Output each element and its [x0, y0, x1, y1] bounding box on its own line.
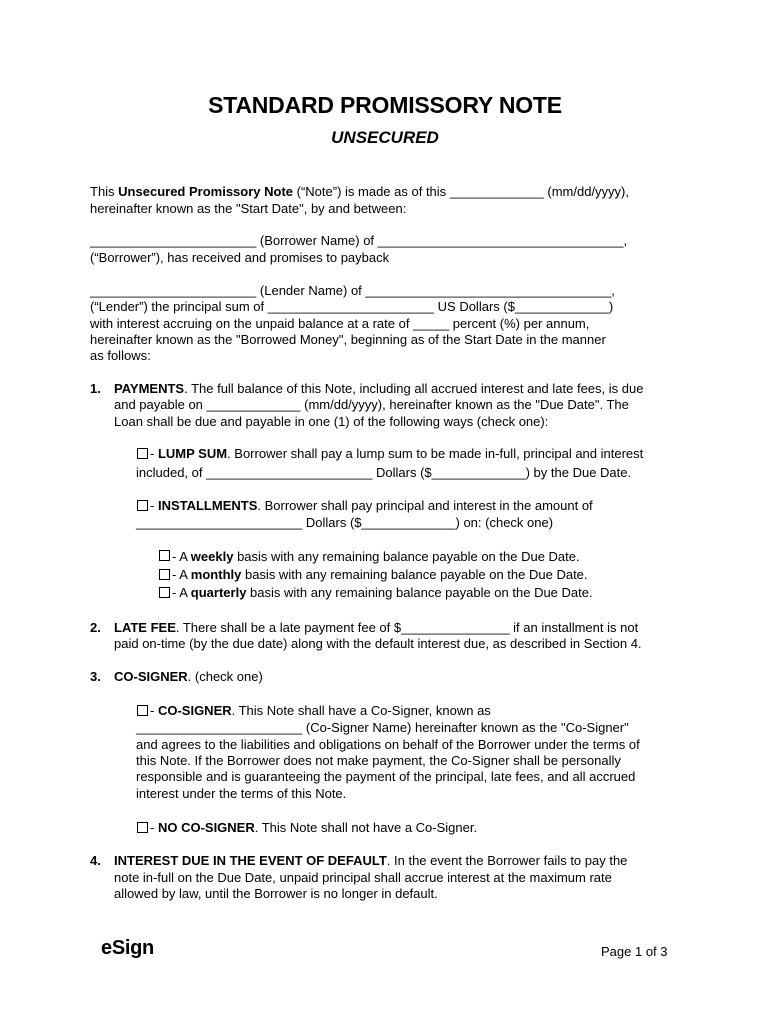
monthly-checkbox[interactable] [159, 569, 170, 580]
intro-text: This [90, 184, 119, 199]
lender-line-2: (“Lender”) the principal sum of _______________________ US Dollars ($_____________) [90, 299, 614, 314]
document-subtitle: UNSECURED [331, 128, 439, 147]
quarterly-checkbox[interactable] [159, 587, 170, 598]
co-signer-line-1 [150, 703, 491, 719]
section-1-line-3: Loan shall be due and payable in one (1) of the following ways (check one): [114, 414, 549, 429]
section-1-number: 1. [90, 381, 101, 396]
lump-sum-checkbox[interactable] [137, 448, 148, 459]
section-1-text: . The full balance of this Note, including all accrued interest and late fees, is due [184, 381, 644, 396]
monthly-text: basis with any remaining balance payable on the Due Date. [241, 567, 588, 582]
co-signer-heading: CO-SIGNER [157, 703, 232, 718]
lump-sum-dash: - [150, 446, 158, 461]
section-4-line-1 [114, 853, 627, 869]
borrower-line-2: (“Borrower”), has received and promises to payback [90, 250, 390, 265]
co-signer-line-2: _______________________ (Co-Signer Name) hereinafter known as the "Co-Signer" [136, 720, 629, 735]
weekly-bold: weekly [190, 549, 234, 564]
co-signer-text: . This Note shall have a Co-Signer, known as [231, 703, 491, 718]
monthly-option [172, 567, 588, 583]
quarterly-option [172, 585, 593, 601]
lump-sum-line-1 [150, 446, 643, 462]
installments-text: . Borrower shall pay principal and interest in the amount of [257, 498, 593, 513]
installments-dash: - [150, 498, 158, 513]
intro-line-1 [90, 184, 629, 200]
section-1-line-2: and payable on _____________ (mm/dd/yyyy), hereinafter known as the "Due Date". The [114, 397, 629, 412]
co-signer-line-3: and agrees to the liabilities and obligations on behalf of the Borrower under the terms of [136, 737, 640, 752]
co-signer-line-6: interest under the terms of this Note. [136, 786, 347, 801]
monthly-bold: monthly [190, 567, 242, 582]
no-co-signer-line [150, 820, 477, 836]
section-3-heading: CO-SIGNER [114, 669, 188, 684]
lump-sum-text: . Borrower shall pay a lump sum to be made in-full, principal and interest [227, 446, 644, 461]
weekly-text: basis with any remaining balance payable on the Due Date. [233, 549, 580, 564]
section-4-line-3: allowed by law, until the Borrower is no longer in default. [114, 886, 438, 901]
esign-logo: eSign [101, 937, 154, 959]
lump-sum-heading: LUMP SUM [157, 446, 228, 461]
installments-line-1 [150, 498, 593, 514]
quarterly-prefix: - A [172, 585, 191, 600]
section-4-text: . In the event the Borrower fails to pay the [386, 853, 628, 868]
section-1-line-1 [114, 381, 643, 397]
section-2-heading: LATE FEE [114, 620, 176, 635]
borrower-line-1: _______________________ (Borrower Name) of __________________________________, [90, 233, 628, 248]
quarterly-text: basis with any remaining balance payable on the Due Date. [246, 585, 593, 600]
weekly-checkbox[interactable] [159, 550, 170, 561]
section-4-heading: INTEREST DUE IN THE EVENT OF DEFAULT [114, 853, 387, 868]
co-signer-checkbox[interactable] [137, 705, 148, 716]
page-number: Page 1 of 3 [601, 944, 668, 959]
section-2-number: 2. [90, 620, 101, 635]
section-1-heading: PAYMENTS [114, 381, 185, 396]
no-co-signer-text: . This Note shall not have a Co-Signer. [254, 820, 478, 835]
section-4-number: 4. [90, 853, 101, 868]
lender-line-1: _______________________ (Lender Name) of __________________________________, [90, 283, 615, 298]
monthly-prefix: - A [172, 567, 191, 582]
intro-bold: Unsecured Promissory Note [118, 184, 294, 199]
no-co-signer-heading: NO CO-SIGNER [157, 820, 255, 835]
co-signer-line-4: this Note. If the Borrower does not make payment, the Co-Signer shall be personally [136, 753, 621, 768]
installments-checkbox[interactable] [137, 500, 148, 511]
quarterly-bold: quarterly [190, 585, 247, 600]
lump-sum-line-2: included, of _______________________ Dollars ($_____________) by the Due Date. [136, 465, 632, 480]
installments-heading: INSTALLMENTS [157, 498, 258, 513]
installments-line-2: _______________________ Dollars ($_____________) on: (check one) [136, 515, 554, 530]
section-3-line-1 [114, 669, 263, 685]
section-3-number: 3. [90, 669, 101, 684]
lender-line-4: hereinafter known as the "Borrowed Money", beginning as of the Start Date in the manner [90, 332, 606, 347]
weekly-option [172, 549, 580, 565]
co-signer-dash: - [150, 703, 158, 718]
section-3-text: . (check one) [187, 669, 263, 684]
intro-line-2: hereinafter known as the "Start Date", by and between: [90, 201, 407, 216]
no-co-signer-checkbox[interactable] [137, 822, 148, 833]
section-2-line-2: paid on-time (by the due date) along with the default interest due, as described in Section 4. [114, 636, 642, 651]
lender-line-5: as follows: [90, 348, 151, 363]
weekly-prefix: - A [172, 549, 191, 564]
section-2-line-1 [114, 620, 638, 636]
section-4-line-2: note in-full on the Due Date, unpaid principal shall accrue interest at the maximum rate [114, 870, 612, 885]
co-signer-line-5: responsible and is guaranteeing the payment of the principal, late fees, and all accrued [136, 769, 636, 784]
document-title: STANDARD PROMISSORY NOTE [208, 92, 562, 118]
no-co-signer-dash: - [150, 820, 158, 835]
lender-line-3: with interest accruing on the unpaid balance at a rate of _____ percent (%) per annum, [90, 316, 590, 331]
section-2-text: . There shall be a late payment fee of $_______________ if an installment is not [175, 620, 639, 635]
intro-text-cont: (“Note”) is made as of this _____________ (mm/dd/yyyy), [293, 184, 629, 199]
